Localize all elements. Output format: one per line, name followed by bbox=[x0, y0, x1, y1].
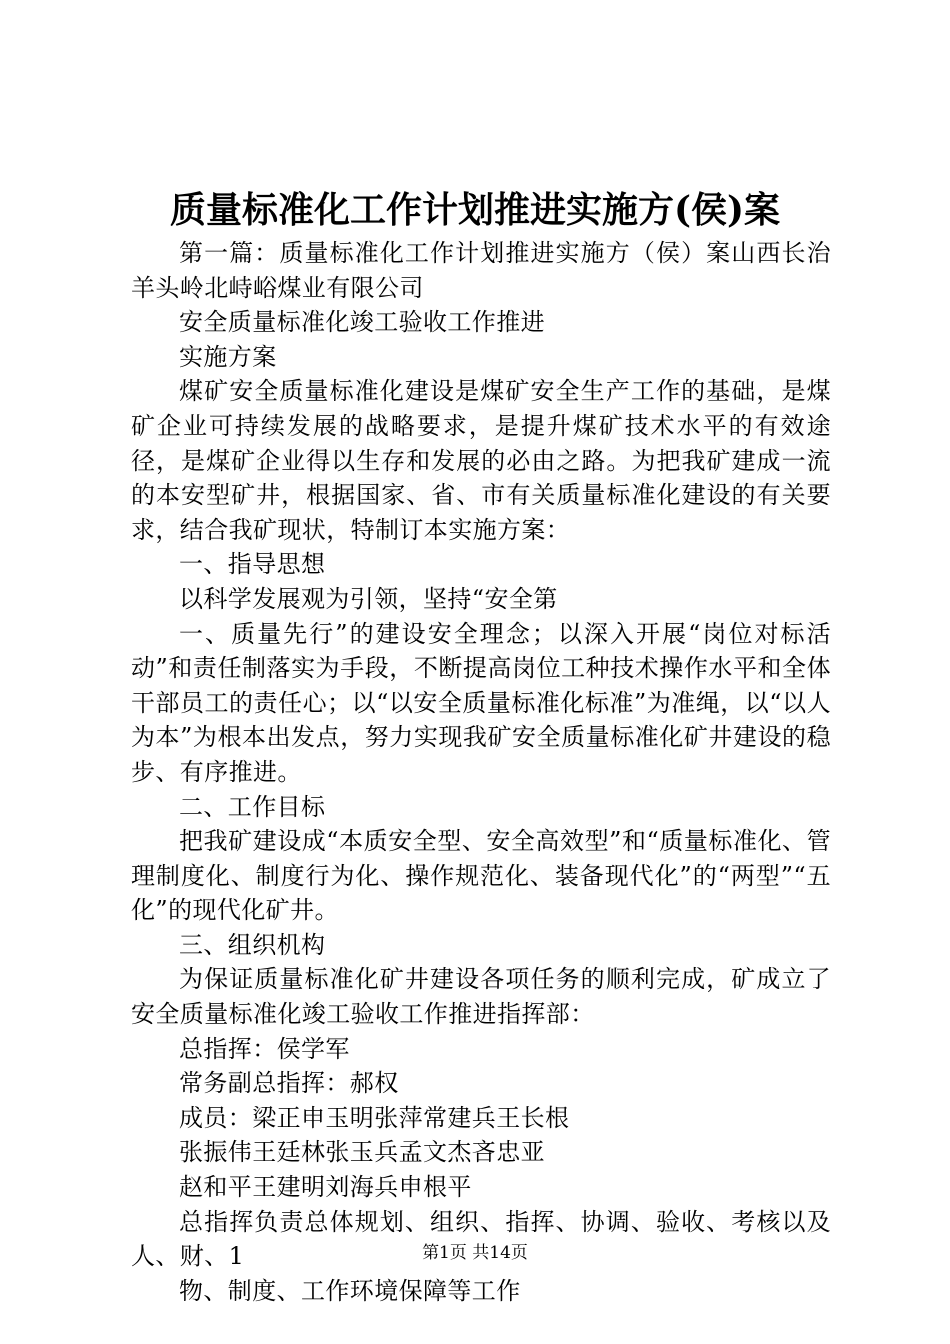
document-body bbox=[131, 236, 831, 1308]
section-heading: 三、组织机构 bbox=[179, 930, 326, 959]
paragraph: 赵和平王建明刘海兵申根平 bbox=[179, 1173, 472, 1202]
section-heading: 二、工作目标 bbox=[179, 792, 326, 821]
paragraph: 成员：梁正申玉明张萍常建兵王长根 bbox=[179, 1103, 570, 1132]
paragraph: 常务副总指挥：郝权 bbox=[179, 1069, 399, 1098]
paragraph: 为保证质量标准化矿井建设各项任务的顺利完成，矿成立了安全质量标准化竣工验收工作推进指挥部： bbox=[131, 965, 831, 1029]
paragraph: 实施方案 bbox=[179, 342, 277, 371]
paragraph: 总指挥：侯学军 bbox=[179, 1034, 350, 1063]
paragraph: 把我矿建设成“本质安全型、安全高效型”和“质量标准化、管理制度化、制度行为化、操作规范化、装备现代化”的“两型”“五化”的现代化矿井。 bbox=[131, 827, 831, 925]
paragraph: 一、质量先行”的建设安全理念；以深入开展“岗位对标活动”和责任制落实为手段，不断提高岗位工种技术操作水平和全体干部员工的责任心；以“以安全质量标准化标准”为准绳，以“以人为本”为根本出发点，努力实现我矿安全质量标准化矿井建设的稳步、有序推进。 bbox=[131, 619, 831, 786]
paragraph: 以科学发展观为引领，坚持“安全第 bbox=[179, 584, 558, 613]
paragraph: 第一篇：质量标准化工作计划推进实施方（侯）案山西长治羊头岭北峙峪煤业有限公司 bbox=[131, 239, 831, 302]
paragraph: 物、制度、工作环境保障等工作 bbox=[179, 1276, 521, 1305]
page-footer: 第1页 共14页 bbox=[422, 1243, 528, 1263]
section-heading: 一、指导思想 bbox=[179, 550, 326, 579]
document-title: 质量标准化工作计划推进实施方(侯)案 bbox=[169, 189, 781, 231]
paragraph: 安全质量标准化竣工验收工作推进 bbox=[179, 308, 545, 337]
paragraph: 总指挥负责总体规划、组织、指挥、协调、验收、考核以及人、财、1 bbox=[131, 1207, 831, 1271]
paragraph: 张振伟王廷林张玉兵孟文杰吝忠亚 bbox=[179, 1138, 545, 1167]
paragraph: 煤矿安全质量标准化建设是煤矿安全生产工作的基础，是煤矿企业可持续发展的战略要求，是提升煤矿技术水平的有效途径，是煤矿企业得以生存和发展的必由之路。为把我矿建成一流的本安型矿井，根据国家、省、市有关质量标准化建设的有关要求，结合我矿现状，特制订本实施方案： bbox=[131, 377, 831, 544]
